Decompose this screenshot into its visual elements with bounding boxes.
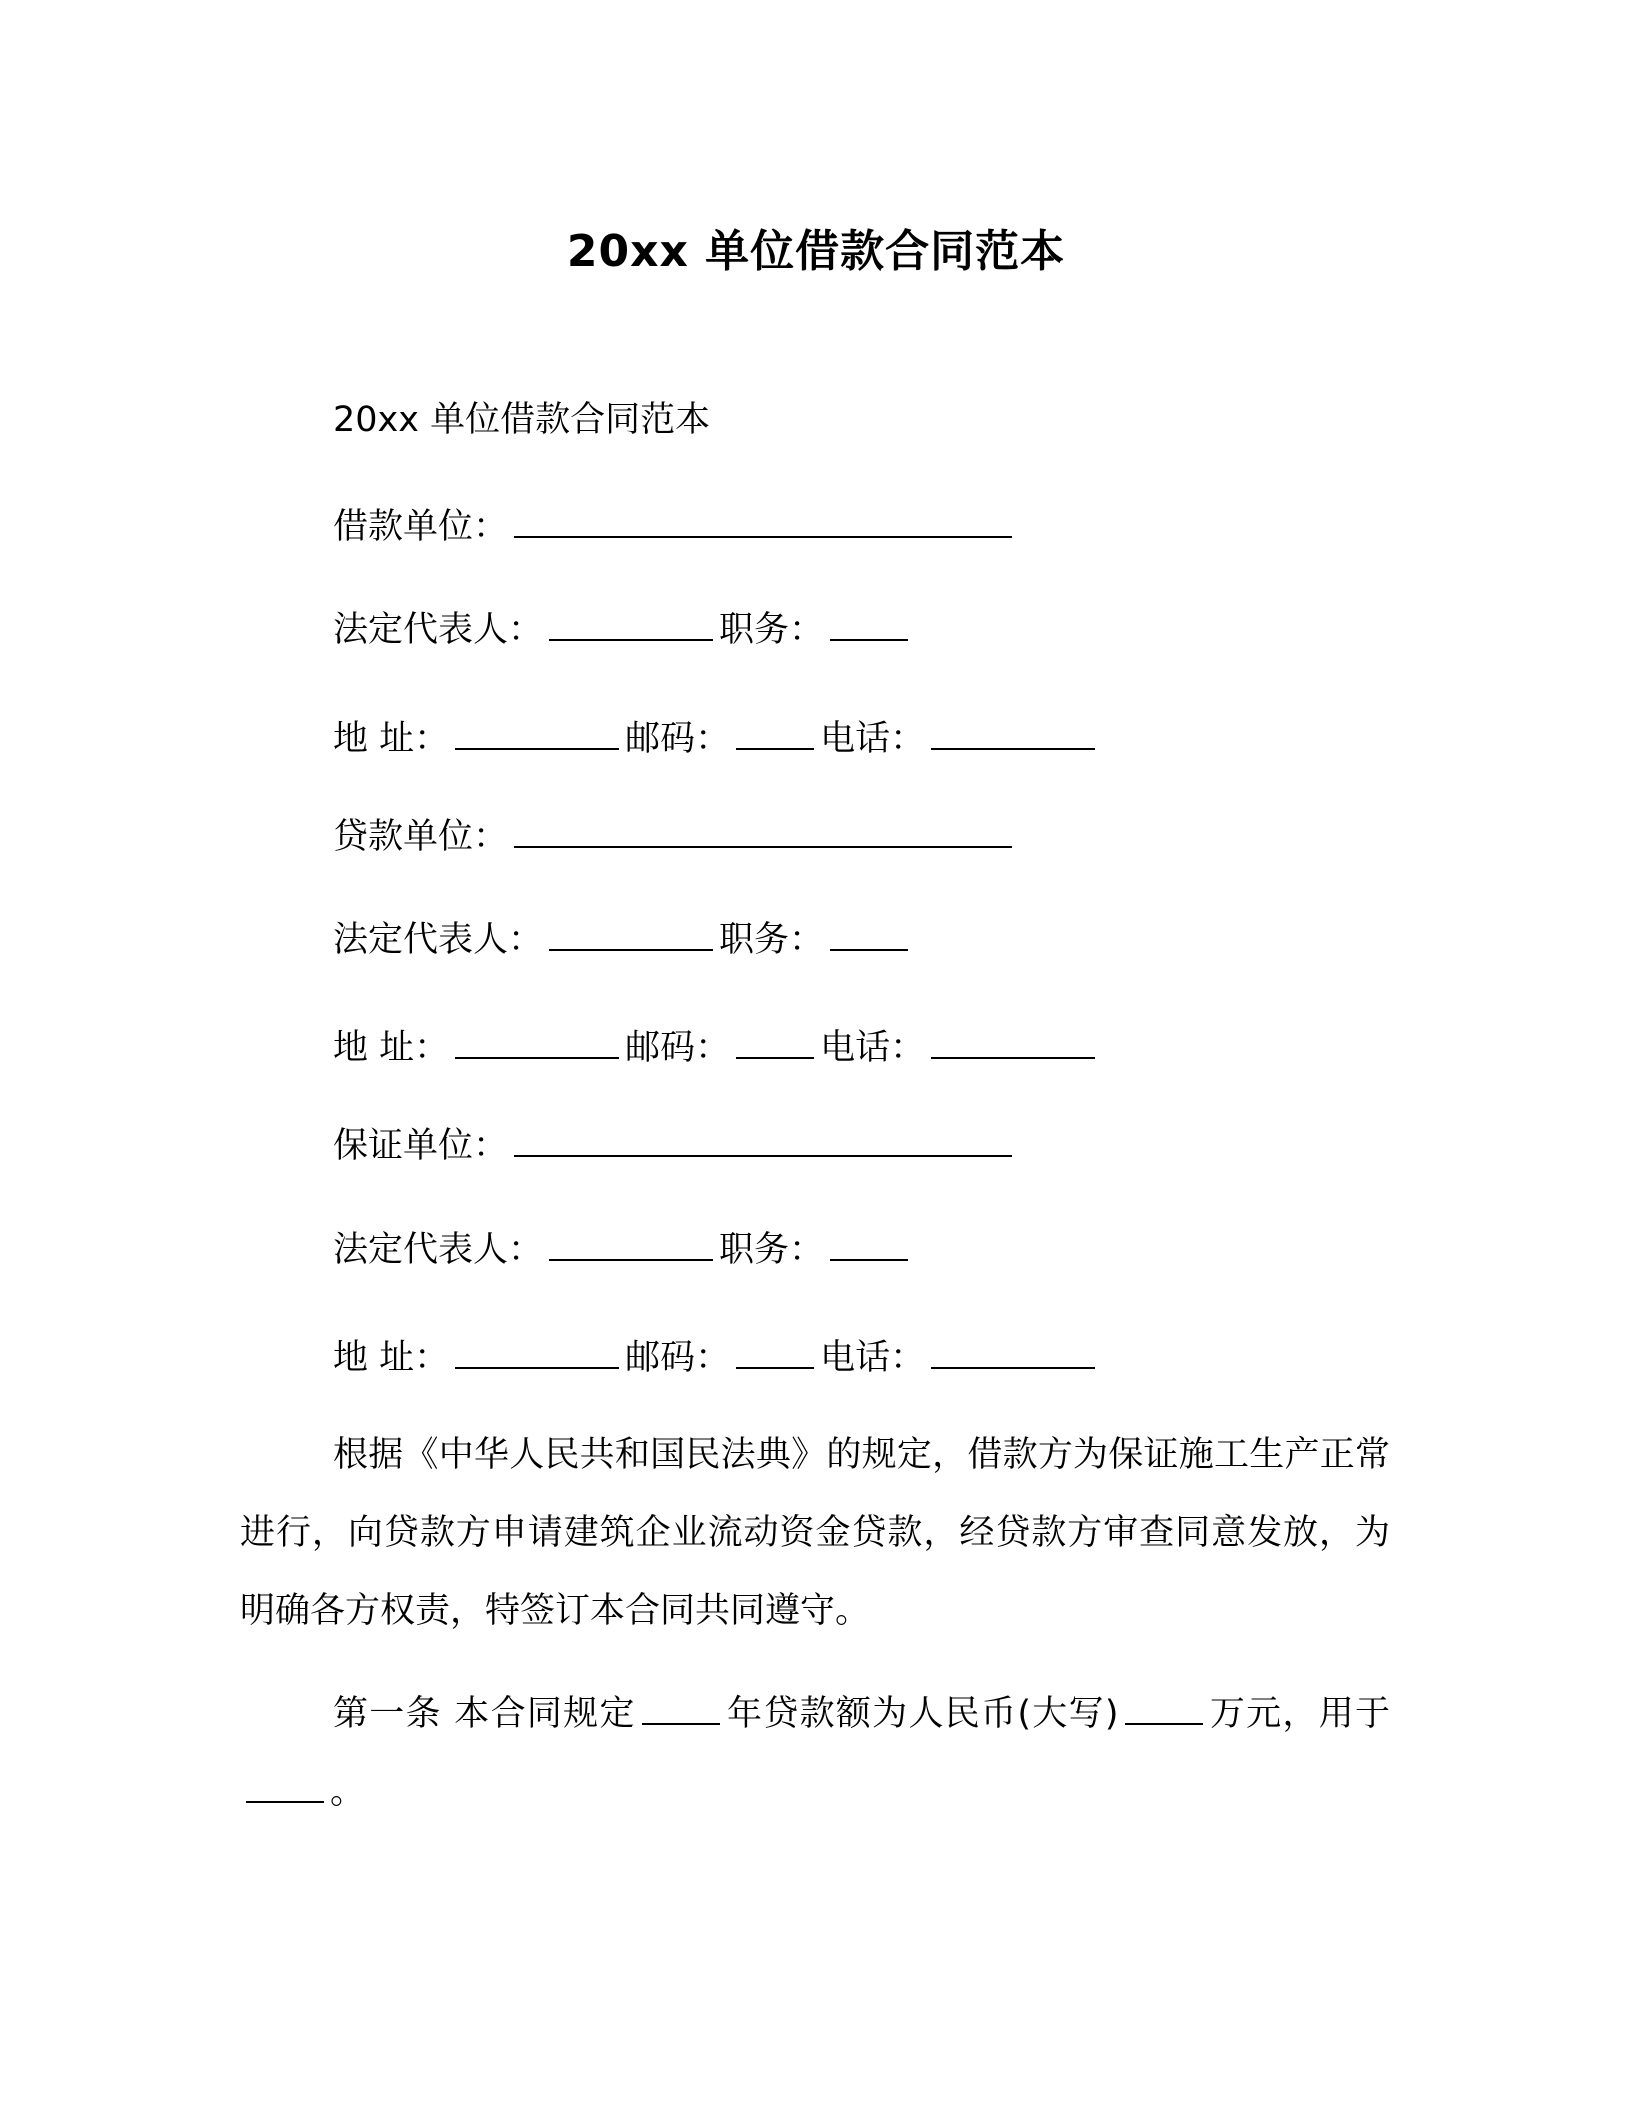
borrower-phone-blank[interactable] bbox=[931, 714, 1095, 750]
borrower-address-label: 地 址： bbox=[333, 719, 450, 759]
article-1-text-part3: 万元，用于 bbox=[1208, 1694, 1390, 1734]
document-title: 20xx 单位借款合同范本 bbox=[566, 226, 1066, 277]
intro-paragraph: 根据《中华人民共和国民法典》的规定，借款方为保证施工生产正常进行，向贷款方申请建筑企业流动资金贷款，经贷款方审查同意发放，为明确各方权责，特签订本合同共同遵守。 bbox=[240, 1435, 1390, 1631]
lender-rep-line bbox=[333, 915, 914, 963]
lender-address-label: 地 址： bbox=[333, 1028, 450, 1068]
lender-position-blank[interactable] bbox=[830, 915, 908, 951]
borrower-postcode-blank[interactable] bbox=[736, 714, 814, 750]
guarantor-unit-label: 保证单位： bbox=[333, 1126, 509, 1166]
lender-unit-label: 贷款单位： bbox=[333, 817, 509, 857]
lender-address-line bbox=[333, 1023, 1101, 1071]
article-1-purpose-blank[interactable] bbox=[246, 1767, 324, 1803]
borrower-position-label: 职务： bbox=[719, 610, 825, 650]
guarantor-position-blank[interactable] bbox=[830, 1225, 908, 1261]
lender-address-blank[interactable] bbox=[455, 1023, 619, 1059]
borrower-address-line bbox=[333, 714, 1101, 762]
guarantor-phone-blank[interactable] bbox=[931, 1333, 1095, 1369]
borrower-address-blank[interactable] bbox=[455, 714, 619, 750]
lender-postcode-label: 邮码： bbox=[625, 1028, 731, 1068]
borrower-position-blank[interactable] bbox=[830, 605, 908, 641]
guarantor-unit-blank[interactable] bbox=[514, 1121, 1012, 1157]
guarantor-rep-label: 法定代表人： bbox=[333, 1230, 544, 1270]
lender-rep-blank[interactable] bbox=[549, 915, 713, 951]
lender-phone-label: 电话： bbox=[820, 1028, 926, 1068]
guarantor-rep-line bbox=[333, 1225, 914, 1273]
article-1-text-part4: 。 bbox=[330, 1772, 366, 1812]
guarantor-phone-label: 电话： bbox=[820, 1338, 926, 1378]
borrower-unit-label: 借款单位： bbox=[333, 507, 509, 547]
guarantor-unit-line bbox=[333, 1121, 1018, 1169]
lender-position-label: 职务： bbox=[719, 920, 825, 960]
borrower-rep-label: 法定代表人： bbox=[333, 610, 544, 650]
article-1-text-part1: 第一条 本合同规定 bbox=[333, 1694, 636, 1734]
guarantor-rep-blank[interactable] bbox=[549, 1225, 713, 1261]
guarantor-address-line bbox=[333, 1333, 1101, 1381]
lender-phone-blank[interactable] bbox=[931, 1023, 1095, 1059]
borrower-rep-blank[interactable] bbox=[549, 605, 713, 641]
article-1-amount-blank[interactable] bbox=[1125, 1689, 1203, 1725]
borrower-phone-label: 电话： bbox=[820, 719, 926, 759]
lender-unit-line bbox=[333, 812, 1018, 860]
guarantor-position-label: 职务： bbox=[719, 1230, 825, 1270]
guarantor-address-label: 地 址： bbox=[333, 1338, 450, 1378]
borrower-rep-line bbox=[333, 605, 914, 653]
lender-unit-blank[interactable] bbox=[514, 812, 1012, 848]
borrower-unit-blank[interactable] bbox=[514, 502, 1012, 538]
article-1-text-part2: 年贷款额为人民币(大写) bbox=[725, 1694, 1119, 1734]
borrower-unit-line bbox=[333, 502, 1018, 550]
guarantor-address-blank[interactable] bbox=[455, 1333, 619, 1369]
lender-postcode-blank[interactable] bbox=[736, 1023, 814, 1059]
document-subtitle: 20xx 单位借款合同范本 bbox=[333, 400, 711, 440]
guarantor-postcode-blank[interactable] bbox=[736, 1333, 814, 1369]
article-1-year-blank[interactable] bbox=[642, 1689, 720, 1725]
guarantor-postcode-label: 邮码： bbox=[625, 1338, 731, 1378]
lender-rep-label: 法定代表人： bbox=[333, 920, 544, 960]
article-1-paragraph bbox=[240, 1675, 1390, 1831]
borrower-postcode-label: 邮码： bbox=[625, 719, 731, 759]
